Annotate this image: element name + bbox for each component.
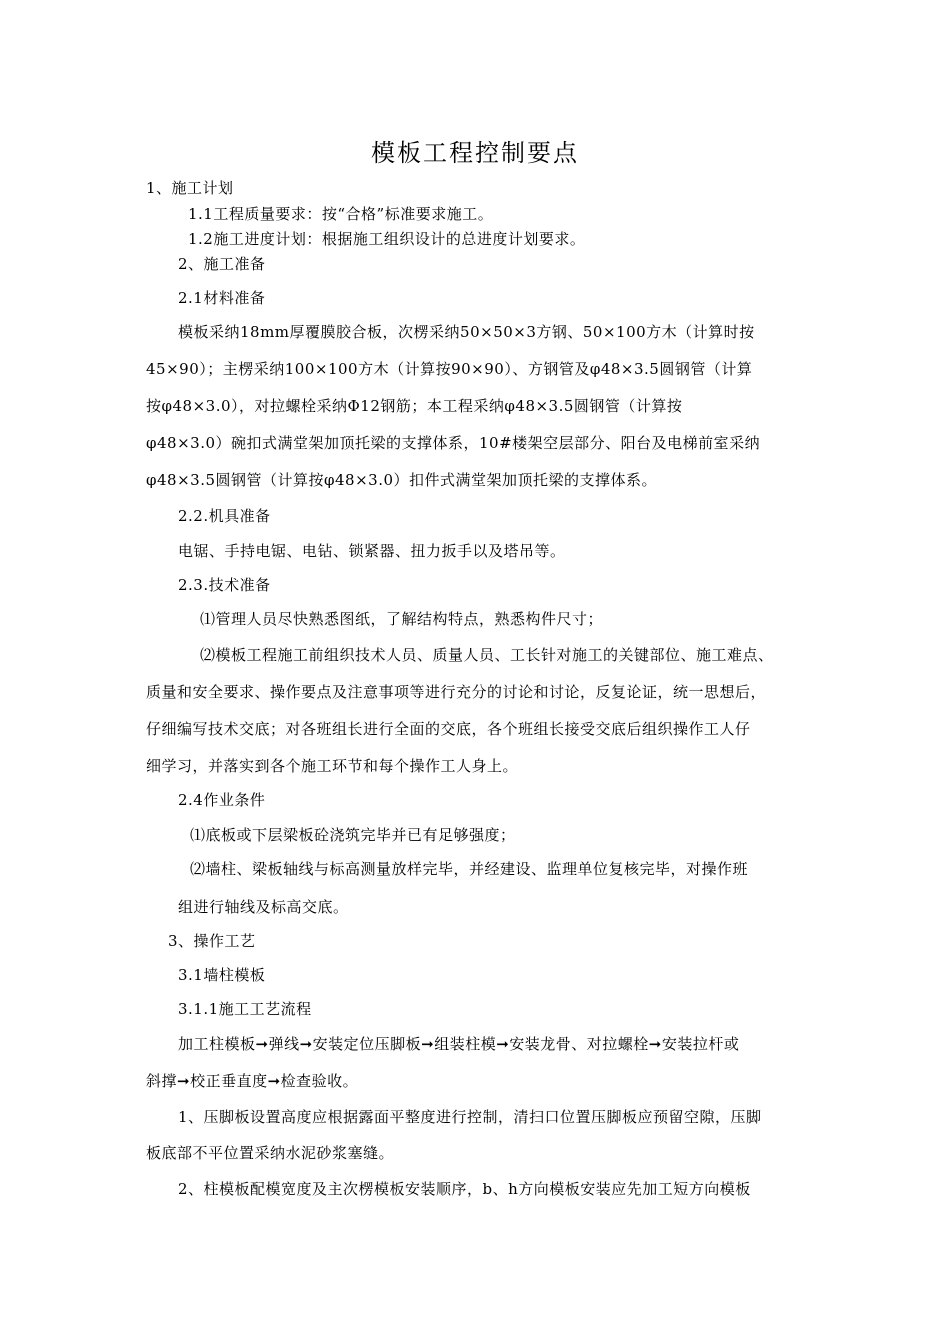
- section-2-heading: 2、施工准备: [178, 255, 266, 273]
- subsection-heading: 3.1.1施工工艺流程: [178, 1000, 312, 1018]
- paragraph-line: ⑴底板或下层梁板砼浇筑完毕并已有足够强度；: [190, 826, 516, 844]
- paragraph-line: φ48×3.0）碗扣式满堂架加顶托梁的支撑体系，10#楼架空层部分、阳台及电梯前室采纳: [146, 434, 761, 452]
- paragraph-line: 1、压脚板设置高度应根据露面平整度进行控制，清扫口位置压脚板应预留空隙，压脚: [178, 1108, 762, 1126]
- subsection-heading: 3.1墙柱模板: [178, 966, 266, 984]
- paragraph-line: 电锯、手持电锯、电钻、锁紧器、扭力扳手以及塔吊等。: [178, 542, 566, 560]
- subsection-heading: 2.4作业条件: [178, 791, 266, 809]
- paragraph-line: 质量和安全要求、操作要点及注意事项等进行充分的讨论和讨论，反复论证，统一思想后，: [146, 683, 767, 701]
- paragraph-line: 按φ48×3.0），对拉螺栓采纳Φ12钢筋；本工程采纳φ48×3.5圆钢管（计算按: [146, 397, 683, 415]
- section-3-heading: 3、操作工艺: [168, 932, 256, 950]
- paragraph-line: 细学习，并落实到各个施工环节和每个操作工人身上。: [146, 757, 519, 775]
- paragraph-line: 组进行轴线及标高交底。: [178, 898, 349, 916]
- page-title: 模板工程控制要点: [371, 139, 579, 167]
- paragraph-line: 板底部不平位置采纳水泥砂浆塞缝。: [146, 1144, 395, 1162]
- paragraph-line: 加工柱模板➞弹线➞安装定位压脚板➞组装柱模➞安装龙骨、对拉螺栓➞安装拉杆或: [178, 1035, 740, 1053]
- subsection-heading: 2.3.技术准备: [178, 576, 271, 594]
- paragraph-line: φ48×3.5圆钢管（计算按φ48×3.0）扣件式满堂架加顶托梁的支撑体系。: [146, 471, 658, 489]
- paragraph-line: 1.2施工进度计划：根据施工组织设计的总进度计划要求。: [188, 230, 586, 248]
- paragraph-line: 2、柱模板配模宽度及主次楞模板安装顺序，b、h方向模板安装应先加工短方向模板: [178, 1180, 751, 1198]
- paragraph-line: ⑴管理人员尽快熟悉图纸，了解结构特点，熟悉构件尺寸；: [200, 610, 604, 628]
- paragraph-line: 45×90）；主楞采纳100×100方木（计算按90×90）、方钢管及φ48×3.5圆钢管（计算: [146, 360, 753, 378]
- paragraph-line: 斜撑➞校正垂直度➞检查验收。: [146, 1072, 359, 1090]
- paragraph-line: ⑵模板工程施工前组织技术人员、质量人员、工长针对施工的关键部位、施工难点、: [200, 646, 774, 664]
- section-1-heading: 1、施工计划: [146, 179, 234, 197]
- paragraph-line: 1.1工程质量要求：按“合格”标准要求施工。: [188, 205, 494, 223]
- paragraph-line: ⑵墙柱、梁板轴线与标高测量放样完毕，并经建设、监理单位复核完毕，对操作班: [190, 860, 749, 878]
- subsection-heading: 2.2.机具准备: [178, 507, 271, 525]
- paragraph-line: 仔细编写技术交底；对各班组长进行全面的交底，各个班组长接受交底后组织操作工人仔: [146, 720, 751, 738]
- subsection-heading: 2.1材料准备: [178, 289, 266, 307]
- paragraph-line: 模板采纳18mm厚覆膜胶合板，次楞采纳50×50×3方钢、50×100方木（计算时按: [178, 323, 755, 341]
